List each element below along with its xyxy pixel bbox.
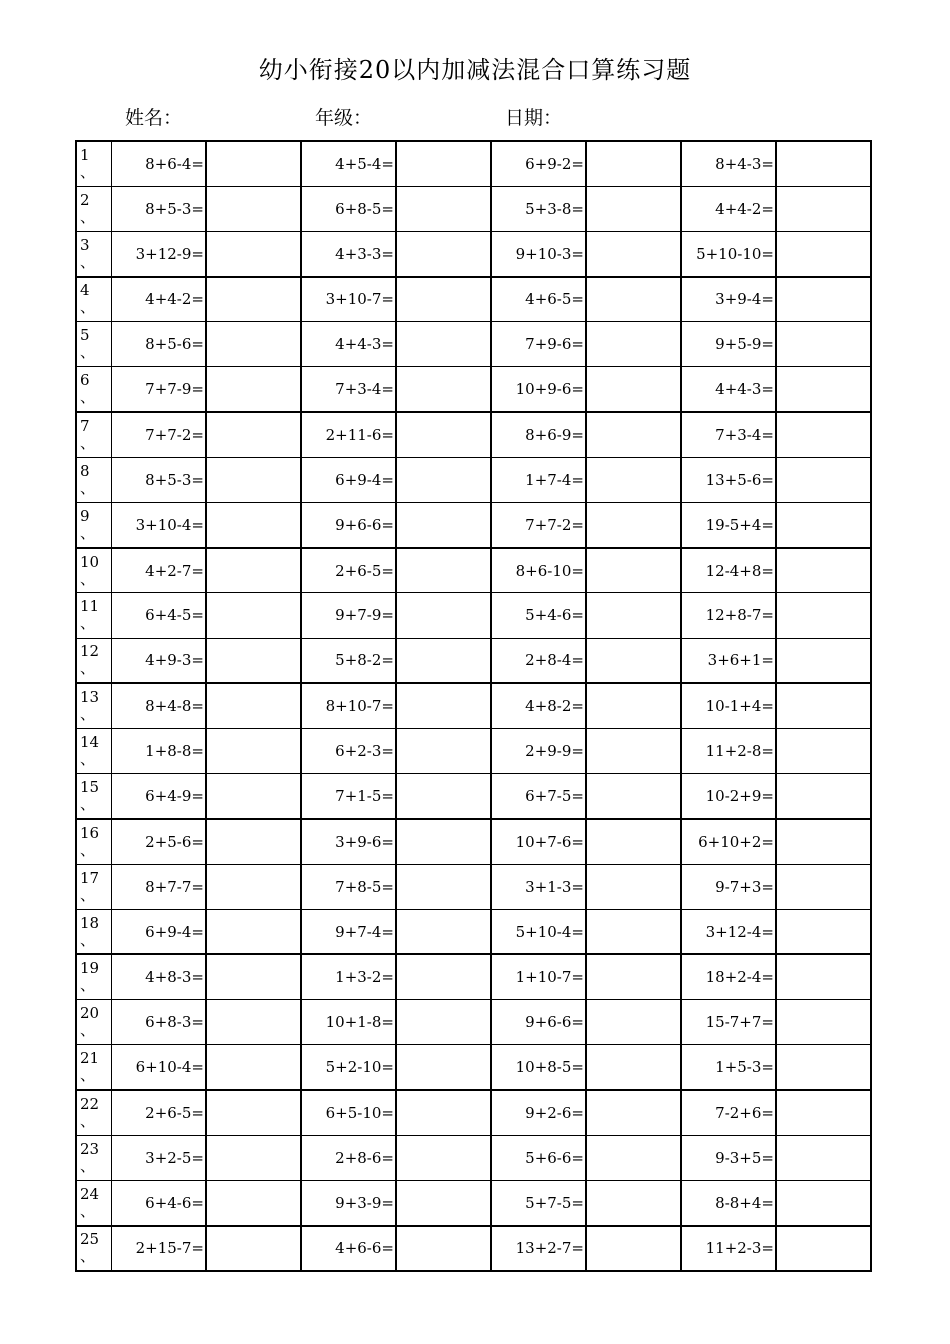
- question-cell: 10-1+4=: [681, 683, 776, 728]
- question-cell: 18+2-4=: [681, 954, 776, 999]
- answer-cell[interactable]: [586, 186, 681, 231]
- answer-cell[interactable]: [206, 322, 301, 367]
- answer-cell[interactable]: [776, 1135, 871, 1180]
- answer-cell[interactable]: [776, 593, 871, 638]
- answer-cell[interactable]: [776, 186, 871, 231]
- question-cell: 13+5-6=: [681, 457, 776, 502]
- answer-cell[interactable]: [586, 503, 681, 548]
- answer-cell[interactable]: [396, 322, 491, 367]
- question-cell: 8+6-10=: [491, 548, 586, 593]
- answer-cell[interactable]: [206, 1000, 301, 1045]
- answer-cell[interactable]: [206, 1045, 301, 1090]
- question-cell: 3+6+1=: [681, 638, 776, 683]
- problem-number: [76, 231, 111, 276]
- table-row: [76, 322, 871, 367]
- problem-number-text: 4、: [80, 281, 96, 317]
- table-row: [76, 1000, 871, 1045]
- answer-cell[interactable]: [206, 728, 301, 773]
- question-cell: 19-5+4=: [681, 503, 776, 548]
- problem-number-text: 21、: [80, 1049, 100, 1085]
- question-cell: 9+2-6=: [491, 1090, 586, 1135]
- question-cell: 7+9-6=: [491, 322, 586, 367]
- problem-number-text: 8、: [80, 461, 96, 497]
- answer-cell[interactable]: [206, 593, 301, 638]
- table-row: [76, 638, 871, 683]
- question-cell: 5+10-10=: [681, 231, 776, 276]
- answer-cell[interactable]: [776, 683, 871, 728]
- table-row: [76, 186, 871, 231]
- answer-cell[interactable]: [776, 1180, 871, 1225]
- table-row: [76, 457, 871, 502]
- answer-cell[interactable]: [396, 186, 491, 231]
- answer-cell[interactable]: [776, 548, 871, 593]
- question-cell: 8+4-3=: [681, 141, 776, 186]
- problem-number-text: 16、: [80, 823, 100, 859]
- question-cell: 8+5-3=: [111, 457, 206, 502]
- question-cell: 3+10-7=: [301, 277, 396, 322]
- answer-cell[interactable]: [776, 412, 871, 457]
- answer-cell[interactable]: [586, 728, 681, 773]
- question-cell: 9+6-6=: [301, 503, 396, 548]
- question-cell: 4+2-7=: [111, 548, 206, 593]
- question-cell: 7+3-4=: [301, 367, 396, 412]
- question-cell: 2+15-7=: [111, 1226, 206, 1271]
- answer-cell[interactable]: [206, 231, 301, 276]
- problem-number-text: 14、: [80, 733, 100, 769]
- answer-cell[interactable]: [396, 864, 491, 909]
- problem-number: [76, 728, 111, 773]
- problem-number: [76, 457, 111, 502]
- table-row: [76, 412, 871, 457]
- table-row: [76, 593, 871, 638]
- answer-cell[interactable]: [206, 864, 301, 909]
- question-cell: 4+9-3=: [111, 638, 206, 683]
- problem-number: [76, 322, 111, 367]
- problem-number-text: 19、: [80, 959, 100, 995]
- problem-number-text: 1、: [80, 145, 96, 181]
- answer-cell[interactable]: [586, 457, 681, 502]
- answer-cell[interactable]: [206, 819, 301, 864]
- question-cell: 1+5-3=: [681, 1045, 776, 1090]
- question-cell: 6+9-4=: [301, 457, 396, 502]
- problem-number-text: 25、: [80, 1230, 100, 1266]
- answer-cell[interactable]: [396, 593, 491, 638]
- question-cell: 10+8-5=: [491, 1045, 586, 1090]
- question-cell: 8+10-7=: [301, 683, 396, 728]
- question-cell: 1+8-8=: [111, 728, 206, 773]
- question-cell: 5+7-5=: [491, 1180, 586, 1225]
- question-cell: 9+10-3=: [491, 231, 586, 276]
- question-cell: 1+10-7=: [491, 954, 586, 999]
- problem-number: [76, 1090, 111, 1135]
- table-row: [76, 774, 871, 819]
- table-row: [76, 367, 871, 412]
- answer-cell[interactable]: [776, 774, 871, 819]
- question-cell: 6+10+2=: [681, 819, 776, 864]
- problem-number: [76, 503, 111, 548]
- answer-cell[interactable]: [586, 322, 681, 367]
- problem-number: [76, 1226, 111, 1271]
- problem-number-text: 22、: [80, 1094, 100, 1130]
- answer-cell[interactable]: [396, 728, 491, 773]
- question-cell: 9+5-9=: [681, 322, 776, 367]
- question-cell: 6+10-4=: [111, 1045, 206, 1090]
- answer-cell[interactable]: [586, 277, 681, 322]
- answer-cell[interactable]: [206, 683, 301, 728]
- question-cell: 10+7-6=: [491, 819, 586, 864]
- table-row: [76, 1180, 871, 1225]
- problem-number-text: 10、: [80, 552, 100, 588]
- answer-cell[interactable]: [776, 1226, 871, 1271]
- answer-cell[interactable]: [396, 819, 491, 864]
- table-row: [76, 864, 871, 909]
- table-row: [76, 728, 871, 773]
- question-cell: 4+4-3=: [301, 322, 396, 367]
- question-cell: 8+7-7=: [111, 864, 206, 909]
- problem-number: [76, 774, 111, 819]
- question-cell: 5+8-2=: [301, 638, 396, 683]
- question-cell: 6+4-6=: [111, 1180, 206, 1225]
- table-row: [76, 683, 871, 728]
- answer-cell[interactable]: [586, 1090, 681, 1135]
- answer-cell[interactable]: [776, 277, 871, 322]
- question-cell: 8+5-6=: [111, 322, 206, 367]
- answer-cell[interactable]: [396, 412, 491, 457]
- problem-number: [76, 593, 111, 638]
- answer-cell[interactable]: [396, 548, 491, 593]
- question-cell: 3+12-4=: [681, 909, 776, 954]
- answer-cell[interactable]: [776, 231, 871, 276]
- question-cell: 6+2-3=: [301, 728, 396, 773]
- question-cell: 1+7-4=: [491, 457, 586, 502]
- answer-cell[interactable]: [776, 1090, 871, 1135]
- problem-number: [76, 277, 111, 322]
- problem-number-text: 7、: [80, 416, 96, 452]
- problem-number: [76, 186, 111, 231]
- table-row: [76, 503, 871, 548]
- answer-cell[interactable]: [586, 1180, 681, 1225]
- question-cell: 8+4-8=: [111, 683, 206, 728]
- problem-number-text: 12、: [80, 642, 100, 678]
- table-row: [76, 1226, 871, 1271]
- problem-number: [76, 638, 111, 683]
- answer-cell[interactable]: [586, 774, 681, 819]
- problem-number: [76, 909, 111, 954]
- question-cell: 4+8-2=: [491, 683, 586, 728]
- question-cell: 2+5-6=: [111, 819, 206, 864]
- table-row: [76, 1135, 871, 1180]
- answer-cell[interactable]: [586, 1045, 681, 1090]
- question-cell: 10+9-6=: [491, 367, 586, 412]
- answer-cell[interactable]: [586, 367, 681, 412]
- answer-cell[interactable]: [776, 909, 871, 954]
- answer-cell[interactable]: [206, 141, 301, 186]
- answer-cell[interactable]: [396, 638, 491, 683]
- question-cell: 4+4-2=: [111, 277, 206, 322]
- answer-cell[interactable]: [586, 548, 681, 593]
- question-cell: 4+4-2=: [681, 186, 776, 231]
- problem-number-text: 17、: [80, 868, 100, 904]
- answer-cell[interactable]: [206, 1135, 301, 1180]
- question-cell: 7+7-2=: [491, 503, 586, 548]
- answer-cell[interactable]: [776, 954, 871, 999]
- answer-cell[interactable]: [586, 141, 681, 186]
- problem-number-text: 6、: [80, 371, 96, 407]
- question-cell: 6+8-3=: [111, 1000, 206, 1045]
- problem-number: [76, 412, 111, 457]
- problem-number-text: 23、: [80, 1139, 100, 1175]
- question-cell: 3+2-5=: [111, 1135, 206, 1180]
- problem-number-text: 18、: [80, 913, 100, 949]
- problem-number-text: 15、: [80, 777, 100, 813]
- answer-cell[interactable]: [206, 638, 301, 683]
- question-cell: 5+6-6=: [491, 1135, 586, 1180]
- answer-cell[interactable]: [206, 367, 301, 412]
- question-cell: 5+3-8=: [491, 186, 586, 231]
- question-cell: 9+7-9=: [301, 593, 396, 638]
- problem-number: [76, 141, 111, 186]
- answer-cell[interactable]: [776, 728, 871, 773]
- question-cell: 6+4-9=: [111, 774, 206, 819]
- answer-cell[interactable]: [586, 1000, 681, 1045]
- question-cell: 3+9-4=: [681, 277, 776, 322]
- problem-number: [76, 864, 111, 909]
- answer-cell[interactable]: [396, 277, 491, 322]
- answer-cell[interactable]: [776, 638, 871, 683]
- answer-cell[interactable]: [206, 1180, 301, 1225]
- problem-number: [76, 1135, 111, 1180]
- problem-table: [75, 140, 872, 1272]
- answer-cell[interactable]: [206, 774, 301, 819]
- question-cell: 3+9-6=: [301, 819, 396, 864]
- question-cell: 8+6-4=: [111, 141, 206, 186]
- answer-cell[interactable]: [586, 819, 681, 864]
- question-cell: 6+9-2=: [491, 141, 586, 186]
- answer-cell[interactable]: [396, 1226, 491, 1271]
- question-cell: 15-7+7=: [681, 1000, 776, 1045]
- answer-cell[interactable]: [206, 909, 301, 954]
- problem-number: [76, 1045, 111, 1090]
- question-cell: 3+12-9=: [111, 231, 206, 276]
- problem-number: [76, 954, 111, 999]
- answer-cell[interactable]: [396, 457, 491, 502]
- problem-number-text: 13、: [80, 688, 100, 724]
- problem-number-text: 9、: [80, 506, 96, 542]
- table-row: [76, 1090, 871, 1135]
- answer-cell[interactable]: [586, 864, 681, 909]
- question-cell: 7-2+6=: [681, 1090, 776, 1135]
- question-cell: 5+4-6=: [491, 593, 586, 638]
- answer-cell[interactable]: [586, 412, 681, 457]
- answer-cell[interactable]: [586, 1135, 681, 1180]
- question-cell: 4+4-3=: [681, 367, 776, 412]
- question-cell: 7+1-5=: [301, 774, 396, 819]
- question-cell: 9+7-4=: [301, 909, 396, 954]
- question-cell: 11+2-3=: [681, 1226, 776, 1271]
- answer-cell[interactable]: [776, 1045, 871, 1090]
- problem-number: [76, 1000, 111, 1045]
- question-cell: 3+1-3=: [491, 864, 586, 909]
- problem-number-text: 11、: [80, 597, 100, 633]
- answer-cell[interactable]: [396, 774, 491, 819]
- question-cell: 6+9-4=: [111, 909, 206, 954]
- answer-cell[interactable]: [206, 503, 301, 548]
- problem-number-text: 20、: [80, 1004, 100, 1040]
- question-cell: 4+5-4=: [301, 141, 396, 186]
- answer-cell[interactable]: [396, 367, 491, 412]
- question-cell: 8+6-9=: [491, 412, 586, 457]
- question-cell: 5+10-4=: [491, 909, 586, 954]
- answer-cell[interactable]: [586, 231, 681, 276]
- problem-number-text: 3、: [80, 235, 96, 271]
- answer-cell[interactable]: [396, 1090, 491, 1135]
- question-cell: 10-2+9=: [681, 774, 776, 819]
- question-cell: 9+3-9=: [301, 1180, 396, 1225]
- question-cell: 2+9-9=: [491, 728, 586, 773]
- question-cell: 8-8+4=: [681, 1180, 776, 1225]
- answer-cell[interactable]: [776, 141, 871, 186]
- question-cell: 2+11-6=: [301, 412, 396, 457]
- question-cell: 2+8-4=: [491, 638, 586, 683]
- question-cell: 4+6-5=: [491, 277, 586, 322]
- answer-cell[interactable]: [396, 231, 491, 276]
- answer-cell[interactable]: [206, 954, 301, 999]
- answer-cell[interactable]: [586, 1226, 681, 1271]
- table-row: [76, 909, 871, 954]
- question-cell: 6+7-5=: [491, 774, 586, 819]
- question-cell: 8+5-3=: [111, 186, 206, 231]
- answer-cell[interactable]: [776, 322, 871, 367]
- problem-number: [76, 548, 111, 593]
- table-row: [76, 141, 871, 186]
- question-cell: 9-3+5=: [681, 1135, 776, 1180]
- question-cell: 7+7-2=: [111, 412, 206, 457]
- question-cell: 5+2-10=: [301, 1045, 396, 1090]
- question-cell: 12-4+8=: [681, 548, 776, 593]
- answer-cell[interactable]: [586, 909, 681, 954]
- answer-cell[interactable]: [586, 954, 681, 999]
- answer-cell[interactable]: [396, 141, 491, 186]
- date-label: 日期：: [505, 107, 563, 129]
- answer-cell[interactable]: [776, 503, 871, 548]
- question-cell: 4+3-3=: [301, 231, 396, 276]
- question-cell: 6+8-5=: [301, 186, 396, 231]
- answer-cell[interactable]: [776, 457, 871, 502]
- worksheet-title: 幼小衔接20以内加减法混合口算练习题: [258, 56, 692, 84]
- problem-number: [76, 1180, 111, 1225]
- answer-cell[interactable]: [396, 909, 491, 954]
- answer-cell[interactable]: [776, 1000, 871, 1045]
- question-cell: 12+8-7=: [681, 593, 776, 638]
- answer-cell[interactable]: [396, 1135, 491, 1180]
- question-cell: 7+3-4=: [681, 412, 776, 457]
- grade-label: 年级：: [315, 107, 373, 129]
- question-cell: 7+8-5=: [301, 864, 396, 909]
- question-cell: 2+8-6=: [301, 1135, 396, 1180]
- name-label: 姓名：: [125, 107, 183, 129]
- question-cell: 7+7-9=: [111, 367, 206, 412]
- answer-cell[interactable]: [396, 1045, 491, 1090]
- answer-cell[interactable]: [206, 548, 301, 593]
- answer-cell[interactable]: [586, 683, 681, 728]
- question-cell: 9-7+3=: [681, 864, 776, 909]
- question-cell: 13+2-7=: [491, 1226, 586, 1271]
- answer-cell[interactable]: [206, 1226, 301, 1271]
- table-row: [76, 548, 871, 593]
- problem-number: [76, 819, 111, 864]
- problem-number: [76, 683, 111, 728]
- answer-cell[interactable]: [396, 1000, 491, 1045]
- table-row: [76, 1045, 871, 1090]
- answer-cell[interactable]: [586, 638, 681, 683]
- answer-cell[interactable]: [396, 1180, 491, 1225]
- question-cell: 9+6-6=: [491, 1000, 586, 1045]
- answer-cell[interactable]: [396, 503, 491, 548]
- answer-cell[interactable]: [206, 412, 301, 457]
- problem-number-text: 24、: [80, 1184, 100, 1220]
- answer-cell[interactable]: [396, 683, 491, 728]
- table-row: [76, 954, 871, 999]
- question-cell: 4+6-6=: [301, 1226, 396, 1271]
- answer-cell[interactable]: [586, 593, 681, 638]
- question-cell: 3+10-4=: [111, 503, 206, 548]
- problem-number-text: 2、: [80, 190, 96, 226]
- question-cell: 10+1-8=: [301, 1000, 396, 1045]
- question-cell: 6+5-10=: [301, 1090, 396, 1135]
- table-row: [76, 277, 871, 322]
- answer-cell[interactable]: [776, 367, 871, 412]
- problem-number: [76, 367, 111, 412]
- table-row: [76, 231, 871, 276]
- question-cell: 2+6-5=: [111, 1090, 206, 1135]
- question-cell: 2+6-5=: [301, 548, 396, 593]
- problem-number-text: 5、: [80, 326, 96, 362]
- question-cell: 6+4-5=: [111, 593, 206, 638]
- question-cell: 11+2-8=: [681, 728, 776, 773]
- answer-cell[interactable]: [776, 819, 871, 864]
- answer-cell[interactable]: [396, 954, 491, 999]
- answer-cell[interactable]: [206, 457, 301, 502]
- answer-cell[interactable]: [776, 864, 871, 909]
- table-row: [76, 819, 871, 864]
- answer-cell[interactable]: [206, 1090, 301, 1135]
- question-cell: 4+8-3=: [111, 954, 206, 999]
- answer-cell[interactable]: [206, 277, 301, 322]
- question-cell: 1+3-2=: [301, 954, 396, 999]
- answer-cell[interactable]: [206, 186, 301, 231]
